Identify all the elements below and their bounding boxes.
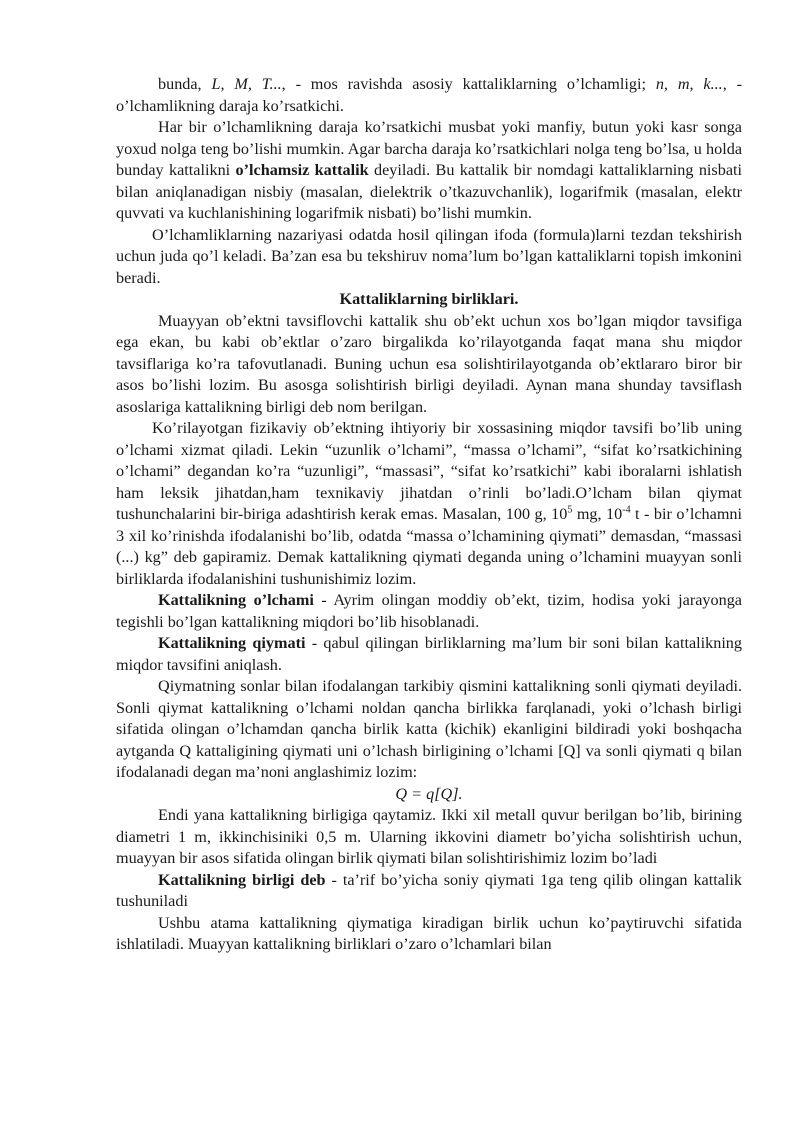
definition-quantity-unit: Kattalikning birligi deb - ta’rif bo’yicha soniy qiymati 1ga teng qilib olingan kattalik tushuniladi <box>116 870 742 910</box>
definition-quantity-value: Kattalikning qiymati - qabul qilingan birliklarning ma’lum bir soni bilan kattalikning miqdor tavsifini aniqlash. <box>116 634 742 674</box>
term-dimensionless-quantity: o’lchamsiz kattalik <box>235 161 369 179</box>
paragraph-pipe-example: Endi yana kattalikning birligiga qaytamiz. Ikki xil metall quvur berilgan bo’lib, birining diametri 1 m, ikkinchisiniki 0,5 m. Ularning ikkovini diametr bo’yicha solishtirish uchun, muayyan bir asos sifatida olingan birlik qiymati bilan solishtirishimiz lozim bo’ladi <box>116 806 742 867</box>
dimension-symbols: L, M, T... <box>211 75 282 93</box>
definition-quantity-size: Kattalikning o’lchami - Ayrim olingan moddiy ob’ekt, tizim, hodisa yoki jarayonga tegishli bo’lgan kattalikning miqdori bo’lib hisoblanadi. <box>116 591 742 631</box>
section-heading: Kattaliklarning birliklari. <box>339 290 519 308</box>
superscript-exponent: 5 <box>567 504 573 516</box>
superscript-exponent: -4 <box>622 504 631 516</box>
definition-term: Kattalikning qiymati <box>158 634 306 652</box>
paragraph-dimension-theory: O’lchamliklarning nazariyasi odatda hosil qilingan ifoda (formula)larni tezdan tekshirish uchun juda qo’l keladi. Ba’zan esa bu tekshiruv noma’lum bo’lgan kattaliklarni topish imkonini beradi. <box>116 225 742 287</box>
document-body <box>116 74 742 956</box>
exponent-symbols: n, m, k... <box>655 75 723 93</box>
paragraph-unit-multiplier: Ushbu atama kattalikning qiymatiga kiradigan birlik uchun ko’paytiruvchi sifatida ishlatiladi. Muayyan kattalikning birliklari o’zaro o’lchamlari bilan <box>116 913 742 953</box>
definition-term: Kattalikning birligi deb <box>158 870 326 889</box>
paragraph-dimension-notation: bunda, L, M, T..., - mos ravishda asosiy kattaliklarning o’lchamligi; n, m, k..., - o’lchamlikning daraja ko’rsatkichi. <box>116 75 742 115</box>
paragraph-size-vs-value: Ko’rilayotgan fizikaviy ob’ektning ihtiyoriy bir xossasining miqdor tavsifi bo’lib uning o’lchami xizmat qiladi. Lekin “uzunlik o’lchami”, “massa o’lchami”, “sifat ko’rsatkichining o’lchami” degandan ko’ra “uzunligi”, “massasi”, “sifat ko’rsatkichi” kabi iboralarni ishlatish ham leksik jihatdan,ham texnikaviy jihatdan o’rinli bo’ladi.O’lcham bilan qiymat tushunchalarini bir-biriga adashtirish kerak emas. Masalan, 100 g, $10^5$ mg, $10^{-4}$ t - bir o’lchamni 3 xil ko’rinishda ifodalanishi bo’lib, odatda “massa o’lchamining qiymati” demasdan, “massasi (...) kg” deb gapiramiz. Demak kattalikning qiymati deganda uning o’lchamini muayyan sonli birliklarda ifodalanishini tushunishimiz lozim. <box>116 419 743 588</box>
paragraph-dimensionless: Har bir o’lchamlikning daraja ko’rsatkichi musbat yoki manfiy, butun yoki kasr songa yoxud nolga teng bo’lishi mumkin. Agar barcha daraja ko’rsatkichlari nolga teng bo’lsa, u holda bunday kattalikni o’lchamsiz kattalik deyiladi. Bu kattalik bir nomdagi kattaliklarning nisbati bilan aniqlanadigan nisbiy (masalan, dielektrik o’tkazuvchanlik), logarifmik (masalan, elektr quvvati va kuchlanishining logarifmik nisbati) bo’lishi mumkin. <box>116 118 742 222</box>
formula: Q = q[Q]. <box>395 784 463 803</box>
paragraph-units-intro: Muayyan ob’ektni tavsiflovchi kattalik shu ob’ekt uchun xos bo’lgan miqdor tavsifiga ega ekan, bu kabi ob’ektlar o’zaro birgalikda ko’rilayotganda faqat mana shu miqdor tavsiflariga ko’ra tafovutlanadi. Buning uchun esa solishtirilayotganda ob’ektlararo biror bir asos bo’lishi lozim. Bu asosga solishtirish birligi deyiladi. Aynan mana shunday tavsiflash asoslariga kattalikning birligi deb nom berilgan. <box>116 311 742 416</box>
definition-term: Kattalikning o’lchami <box>158 591 314 609</box>
paragraph-numerical-value: Qiymatning sonlar bilan ifodalangan tarkibiy qismini kattalikning sonli qiymati deyiladi. Sonli qiymat kattalikning o’lchami noldan qancha birlikka farqlanadi, yoki o’lchash birligi sifatida olingan o’lchamdan qancha birlik katta (kichik) ekanligini bildiradi yoki boshqacha aytganda Q kattaligining qiymati uni o’lchash birligining o’lchami [Q] va sonli qiymati q bilan ifodalanadi degan ma’noni anglashimiz lozim: <box>116 677 742 781</box>
